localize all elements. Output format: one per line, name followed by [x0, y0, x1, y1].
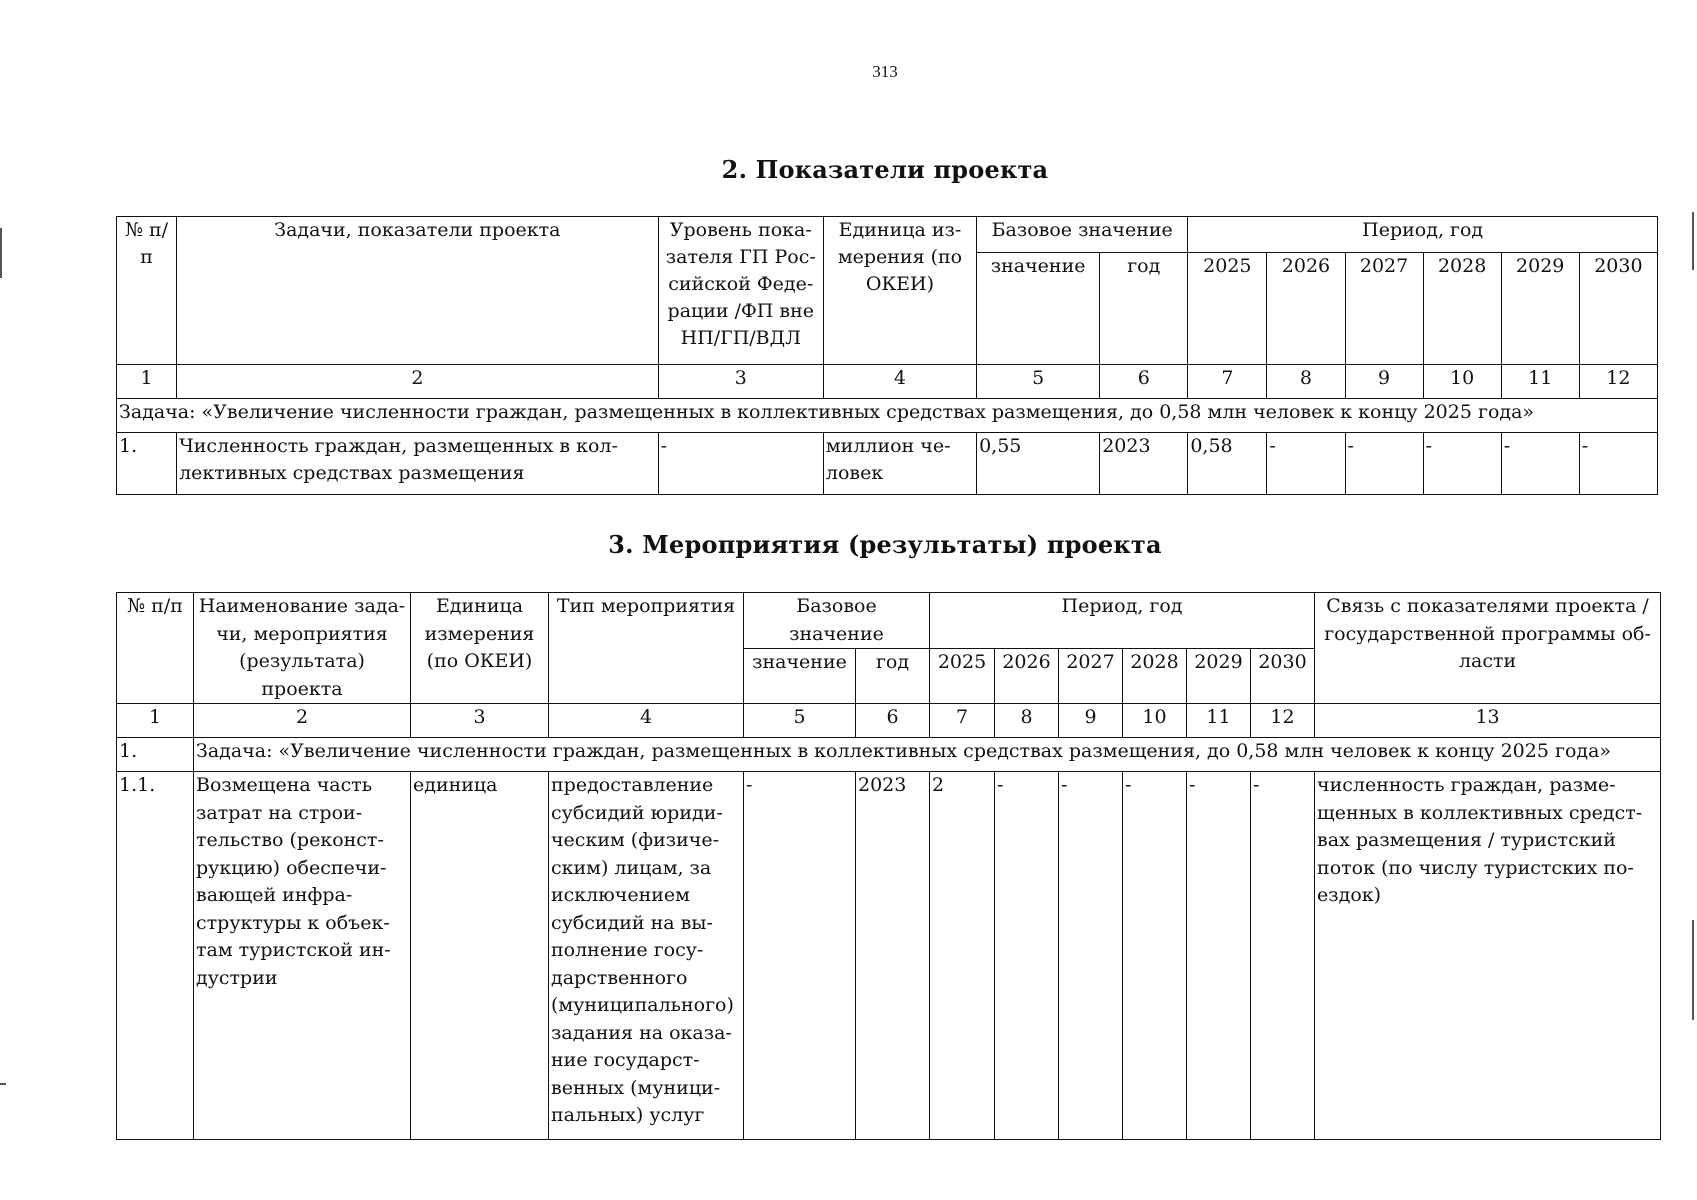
activity-link: численность граждан, разме-щенных в коллективных средст-вах размещения / туристский поток (по числу туристских по-ездок) — [1315, 772, 1661, 1140]
activity-year-value: - — [995, 772, 1059, 1140]
column-number: 7 — [1188, 365, 1267, 399]
column-number: 9 — [1345, 365, 1423, 399]
indicator-year-value: - — [1579, 433, 1657, 495]
indicator-year-value: - — [1345, 433, 1423, 495]
section-3-title: 3. Мероприятия (результаты) проекта — [608, 530, 1162, 559]
header-base-value: значение — [977, 253, 1100, 365]
header-year: 2030 — [1579, 253, 1657, 365]
indicator-year-value: 0,58 — [1188, 433, 1267, 495]
task-num: 1. — [117, 738, 194, 772]
indicator-year-value: - — [1423, 433, 1501, 495]
task-row: Задача: «Увеличение численности граждан, размещенных в коллективных средствах размещения, до 0,58 млн человек к концу 2025 года» — [194, 738, 1661, 772]
page-number: 313 — [872, 62, 898, 81]
header-year: 2026 — [995, 649, 1059, 704]
scan-edge-mark — [0, 1083, 6, 1085]
header-period: Период, год — [1188, 217, 1658, 253]
activity-base-year: 2023 — [856, 772, 930, 1140]
activity-year-value: - — [1251, 772, 1315, 1140]
column-number: 4 — [549, 704, 744, 738]
scan-edge-mark — [1692, 920, 1694, 1020]
header-year: 2028 — [1423, 253, 1501, 365]
header-year: 2026 — [1267, 253, 1345, 365]
header-year: 2025 — [1188, 253, 1267, 365]
column-number: 3 — [411, 704, 549, 738]
row-num: 1. — [117, 433, 177, 495]
task-row: Задача: «Увеличение численности граждан, размещенных в коллективных средствах размещения, до 0,58 млн человек к концу 2025 года» — [117, 399, 1658, 433]
indicator-year-value: - — [1501, 433, 1579, 495]
header-year: 2030 — [1251, 649, 1315, 704]
column-number: 11 — [1187, 704, 1251, 738]
scan-edge-mark — [0, 228, 2, 278]
indicator-level: - — [658, 433, 823, 495]
column-number: 6 — [856, 704, 930, 738]
header-unit: Единица измерения (по ОКЕИ) — [411, 593, 549, 704]
column-number: 13 — [1315, 704, 1661, 738]
column-number: 8 — [995, 704, 1059, 738]
column-number: 8 — [1267, 365, 1345, 399]
indicator-name: Численность граждан, размещенных в кол-лективных средствах размещения — [177, 433, 659, 495]
header-level: Уровень пока-зателя ГП Рос-сийской Феде-рации /ФП вне НП/ГП/ВДЛ — [658, 217, 823, 365]
column-number: 1 — [117, 704, 194, 738]
column-number: 7 — [930, 704, 995, 738]
row-num: 1.1. — [117, 772, 194, 1140]
scan-edge-mark — [1692, 212, 1694, 270]
header-year: 2028 — [1123, 649, 1187, 704]
column-number: 6 — [1100, 365, 1188, 399]
header-num: № п/п — [117, 217, 177, 365]
indicator-base-value: 0,55 — [977, 433, 1100, 495]
column-number: 5 — [977, 365, 1100, 399]
column-number: 9 — [1059, 704, 1123, 738]
activity-year-value: - — [1123, 772, 1187, 1140]
header-period: Период, год — [930, 593, 1315, 649]
header-year: 2025 — [930, 649, 995, 704]
activity-year-value: - — [1059, 772, 1123, 1140]
column-number: 10 — [1123, 704, 1187, 738]
activity-type: предоставление субсидий юриди-ческим (физиче-ским) лицам, за исключением субсидий на вы-полнение госу-дарственного (муниципального) задания на оказа-ние государст-венных (муници-пальных) услуг — [549, 772, 744, 1140]
header-base-year: год — [1100, 253, 1188, 365]
header-num: № п/п — [117, 593, 194, 704]
indicators-table — [116, 216, 1658, 495]
column-number: 2 — [177, 365, 659, 399]
activities-table — [116, 592, 1661, 1140]
column-number: 10 — [1423, 365, 1501, 399]
header-year: 2027 — [1059, 649, 1123, 704]
section-2-title: 2. Показатели проекта — [721, 155, 1049, 184]
activity-unit: единица — [411, 772, 549, 1140]
column-number: 2 — [194, 704, 411, 738]
indicator-year-value: - — [1267, 433, 1345, 495]
header-link: Связь с показателями проекта / государственной программы об-ласти — [1315, 593, 1661, 704]
activity-year-value: 2 — [930, 772, 995, 1140]
header-base-value: значение — [744, 649, 856, 704]
header-year: 2029 — [1501, 253, 1579, 365]
header-type: Тип мероприятия — [549, 593, 744, 704]
column-number: 5 — [744, 704, 856, 738]
header-base: Базовое значение — [977, 217, 1188, 253]
activity-base-value: - — [744, 772, 856, 1140]
column-number: 11 — [1501, 365, 1579, 399]
activity-year-value: - — [1187, 772, 1251, 1140]
column-number: 12 — [1579, 365, 1657, 399]
header-tasks: Задачи, показатели проекта — [177, 217, 659, 365]
header-year: 2027 — [1345, 253, 1423, 365]
column-number: 3 — [658, 365, 823, 399]
header-year: 2029 — [1187, 649, 1251, 704]
indicator-base-year: 2023 — [1100, 433, 1188, 495]
column-number: 4 — [823, 365, 976, 399]
header-name: Наименование зада-чи, мероприятия (результата) проекта — [194, 593, 411, 704]
header-base: Базовое значение — [744, 593, 930, 649]
header-base-year: год — [856, 649, 930, 704]
column-number: 1 — [117, 365, 177, 399]
activity-name: Возмещена часть затрат на строи-тельство (реконст-рукцию) обеспечи-вающей инфра-структуры к объек-там туристской ин-дустрии — [194, 772, 411, 1140]
column-number: 12 — [1251, 704, 1315, 738]
indicator-unit: миллион че-ловек — [823, 433, 976, 495]
header-unit: Единица из-мерения (по ОКЕИ) — [823, 217, 976, 365]
